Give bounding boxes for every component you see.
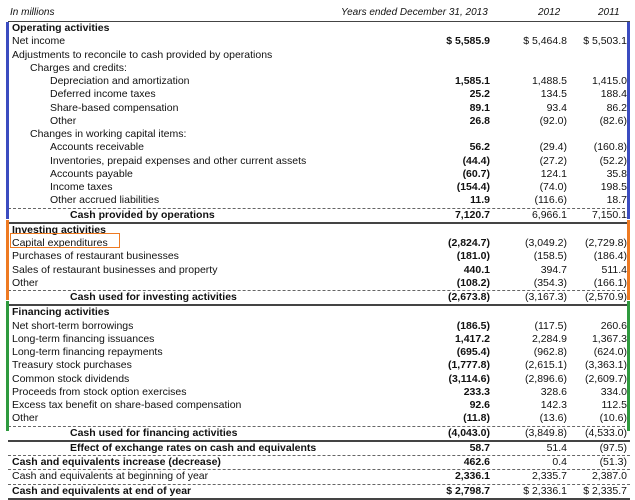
row-label: Other: [50, 114, 77, 127]
value-2013: (60.7): [462, 167, 490, 180]
table-row: [8, 427, 630, 442]
value-2011: (4,533.0): [584, 426, 627, 439]
table-row: [8, 320, 630, 333]
row-label: Proceeds from stock option exercises: [12, 385, 187, 398]
table-row: [8, 209, 630, 224]
value-2011: 18.7: [606, 194, 627, 207]
year-2011-header: 2011: [598, 7, 620, 18]
value-2012: 0.4: [552, 456, 567, 468]
value-2012: (2,896.6): [524, 372, 567, 385]
row-label: Depreciation and amortization: [50, 75, 190, 87]
row-label: Other accrued liabilities: [50, 194, 160, 207]
table-row: [8, 128, 630, 141]
row-label: Accounts payable: [50, 167, 133, 180]
value-2011: 35.8: [606, 167, 627, 180]
value-2012: (92.0): [539, 114, 567, 127]
table-row: [8, 250, 630, 263]
row-label: Purchases of restaurant businesses: [12, 250, 179, 263]
row-label: Charges and credits:: [30, 61, 127, 74]
table-row: [8, 373, 630, 386]
row-label: Investing activities: [12, 223, 106, 236]
financing-section-marker: [6, 301, 9, 431]
capital-expenditures-highlight: [10, 233, 120, 248]
row-label: Sales of restaurant businesses and property: [12, 263, 218, 276]
table-row: [8, 359, 630, 372]
value-2013: 56.2: [469, 141, 490, 154]
value-2011: 188.4: [600, 88, 627, 101]
row-label: Effect of exchange rates on cash and equivalents: [70, 441, 317, 454]
value-2012: 2,284.9: [531, 332, 567, 345]
row-label: Other: [12, 276, 39, 289]
value-2011: 112.5: [601, 399, 627, 411]
value-2013: (1,777.8): [447, 359, 490, 372]
value-2011: 86.2: [606, 101, 627, 114]
section-heading: [8, 22, 630, 35]
table-row: [8, 194, 630, 208]
value-2011: 198.5: [600, 181, 627, 193]
row-label: Financing activities: [12, 306, 110, 319]
table-row: [8, 62, 630, 75]
value-2011: (186.4): [593, 250, 627, 263]
value-2011: (97.5): [599, 441, 627, 454]
section-heading: [8, 306, 630, 319]
row-label: Net income: [12, 35, 66, 48]
value-2013: $ 2,798.7: [446, 484, 490, 497]
year-2012-header: 2012: [538, 7, 561, 18]
row-label: Accounts receivable: [50, 141, 144, 154]
value-2013: 1,417.2: [454, 332, 490, 345]
value-2011: 1,415.0: [591, 75, 627, 87]
value-2011: (82.6): [599, 114, 627, 127]
table-row: [8, 412, 630, 426]
value-2012: 328.6: [540, 385, 567, 398]
value-2012: $ 5,464.8: [523, 35, 567, 48]
value-2012: (74.0): [539, 181, 567, 193]
value-2012: (2,615.1): [524, 359, 567, 372]
value-2011: $ 5,503.1: [583, 35, 627, 48]
table-row: [8, 49, 630, 62]
value-2012: 93.4: [546, 101, 567, 114]
table-row: [8, 470, 630, 484]
value-2013: 26.8: [469, 114, 490, 127]
value-2012: (354.3): [533, 276, 567, 289]
value-2011: (51.3): [599, 456, 627, 468]
value-2013: 1,585.1: [454, 75, 490, 87]
table-row: [8, 35, 630, 48]
table-row: [8, 333, 630, 346]
value-2013: 7,120.7: [454, 208, 490, 221]
value-2011: (624.0): [593, 346, 627, 358]
value-2011: 260.6: [600, 319, 627, 332]
operating-section-marker-right: [627, 22, 630, 219]
value-2012: (962.8): [533, 346, 567, 358]
value-2011: (52.2): [599, 154, 627, 167]
value-2013: 233.3: [463, 385, 490, 398]
value-2011: 2,387.0: [591, 470, 627, 483]
value-2012: 134.5: [540, 88, 567, 101]
table-header: [8, 6, 630, 22]
value-2013: 440.1: [463, 263, 490, 276]
value-2013: 92.6: [469, 399, 490, 411]
table-row: [8, 399, 630, 412]
row-label: Cash and equivalents at end of year: [12, 484, 192, 497]
row-label: Long-term financing issuances: [12, 332, 155, 345]
value-2013: 2,336.1: [454, 470, 490, 483]
table-row: [8, 141, 630, 154]
table-row: [8, 442, 630, 456]
row-label: Capital expenditures: [12, 237, 108, 249]
statement-rows: [8, 22, 630, 500]
table-row: [8, 346, 630, 359]
value-2013: (3,114.6): [448, 372, 490, 385]
value-2013: 89.1: [469, 101, 490, 114]
row-label: Operating activities: [12, 22, 110, 34]
row-label: Cash used for investing activities: [70, 291, 237, 303]
table-row: [8, 115, 630, 128]
table-row: [8, 456, 630, 470]
table-row: [8, 102, 630, 115]
value-2011: 7,150.1: [591, 208, 627, 221]
value-2013: (4,043.0): [447, 426, 490, 439]
table-row: [8, 155, 630, 168]
value-2012: (158.5): [533, 250, 567, 263]
value-2012: 394.7: [540, 263, 567, 276]
investing-section-marker: [6, 220, 9, 300]
row-label: Cash provided by operations: [70, 208, 215, 221]
value-2013: 11.9: [470, 194, 490, 207]
row-label: Income taxes: [50, 181, 113, 193]
period-header: Years ended December 31, 2013: [341, 7, 488, 18]
value-2012: 142.3: [540, 399, 567, 411]
row-label: Cash and equivalents at beginning of year: [12, 470, 209, 483]
value-2012: 124.1: [540, 167, 567, 180]
table-row: [8, 75, 630, 88]
cash-flow-statement: [8, 6, 630, 500]
row-label: Cash and equivalents increase (decrease): [12, 456, 221, 468]
value-2011: $ 2,335.7: [583, 484, 627, 497]
table-row: [8, 485, 630, 500]
value-2011: (160.8): [593, 141, 627, 154]
operating-section-marker: [6, 22, 9, 219]
value-2012: 51.4: [546, 441, 567, 454]
value-2011: (2,729.8): [584, 237, 627, 249]
units-label: In millions: [10, 7, 55, 18]
table-row: [8, 264, 630, 277]
value-2011: (166.1): [593, 276, 627, 289]
value-2013: (186.5): [456, 319, 490, 332]
row-label: Deferred income taxes: [50, 88, 156, 101]
value-2013: (11.8): [463, 412, 490, 425]
value-2012: (117.5): [534, 319, 567, 332]
value-2013: (154.4): [456, 181, 490, 193]
value-2012: 6,966.1: [531, 208, 567, 221]
value-2013: 25.2: [469, 88, 490, 101]
value-2011: 334.0: [600, 385, 627, 398]
table-row: [8, 291, 630, 306]
value-2013: 462.6: [463, 456, 490, 468]
row-label: Long-term financing repayments: [12, 346, 163, 358]
value-2011: (3,363.1): [584, 359, 627, 372]
value-2012: (27.2): [539, 154, 567, 167]
row-label: Adjustments to reconcile to cash provided by operations: [12, 48, 273, 61]
row-label: Inventories, prepaid expenses and other current assets: [50, 154, 307, 167]
row-label: Excess tax benefit on share-based compensation: [12, 399, 242, 411]
value-2011: 511.4: [601, 263, 627, 276]
value-2013: (181.0): [456, 250, 490, 263]
value-2012: $ 2,336.1: [523, 484, 567, 497]
value-2013: (108.2): [456, 276, 490, 289]
table-row: [8, 386, 630, 399]
value-2012: (3,049.2): [524, 237, 567, 249]
table-row: [8, 181, 630, 194]
row-label: Net short-term borrowings: [12, 319, 134, 332]
value-2013: (2,673.8): [447, 291, 490, 303]
value-2013: (695.4): [456, 346, 490, 358]
row-label: Treasury stock purchases: [12, 359, 132, 372]
investing-section-marker-right: [627, 220, 630, 300]
table-row: [8, 277, 630, 291]
value-2012: 2,335.7: [531, 470, 567, 483]
value-2013: $ 5,585.9: [446, 35, 490, 48]
value-2011: (2,609.7): [584, 372, 627, 385]
value-2011: (2,570.9): [584, 291, 627, 303]
value-2013: (2,824.7): [447, 237, 490, 249]
row-label: Share-based compensation: [50, 101, 179, 114]
row-label: Common stock dividends: [12, 372, 130, 385]
table-row: [8, 168, 630, 181]
value-2012: 1,488.5: [531, 75, 567, 87]
value-2011: (10.6): [599, 412, 627, 425]
row-label: Changes in working capital items:: [30, 128, 187, 140]
row-label: Other: [12, 412, 39, 425]
value-2012: (29.4): [539, 141, 567, 154]
row-label: Cash used for financing activities: [70, 426, 238, 439]
value-2013: (44.4): [462, 154, 490, 167]
table-row: [8, 88, 630, 101]
financing-section-marker-right: [627, 301, 630, 431]
value-2012: (3,167.3): [524, 291, 567, 303]
value-2011: 1,367.3: [591, 332, 627, 345]
value-2012: (3,849.8): [524, 426, 567, 439]
value-2012: (116.6): [534, 194, 567, 207]
value-2013: 58.7: [469, 441, 490, 454]
value-2012: (13.6): [539, 412, 567, 425]
